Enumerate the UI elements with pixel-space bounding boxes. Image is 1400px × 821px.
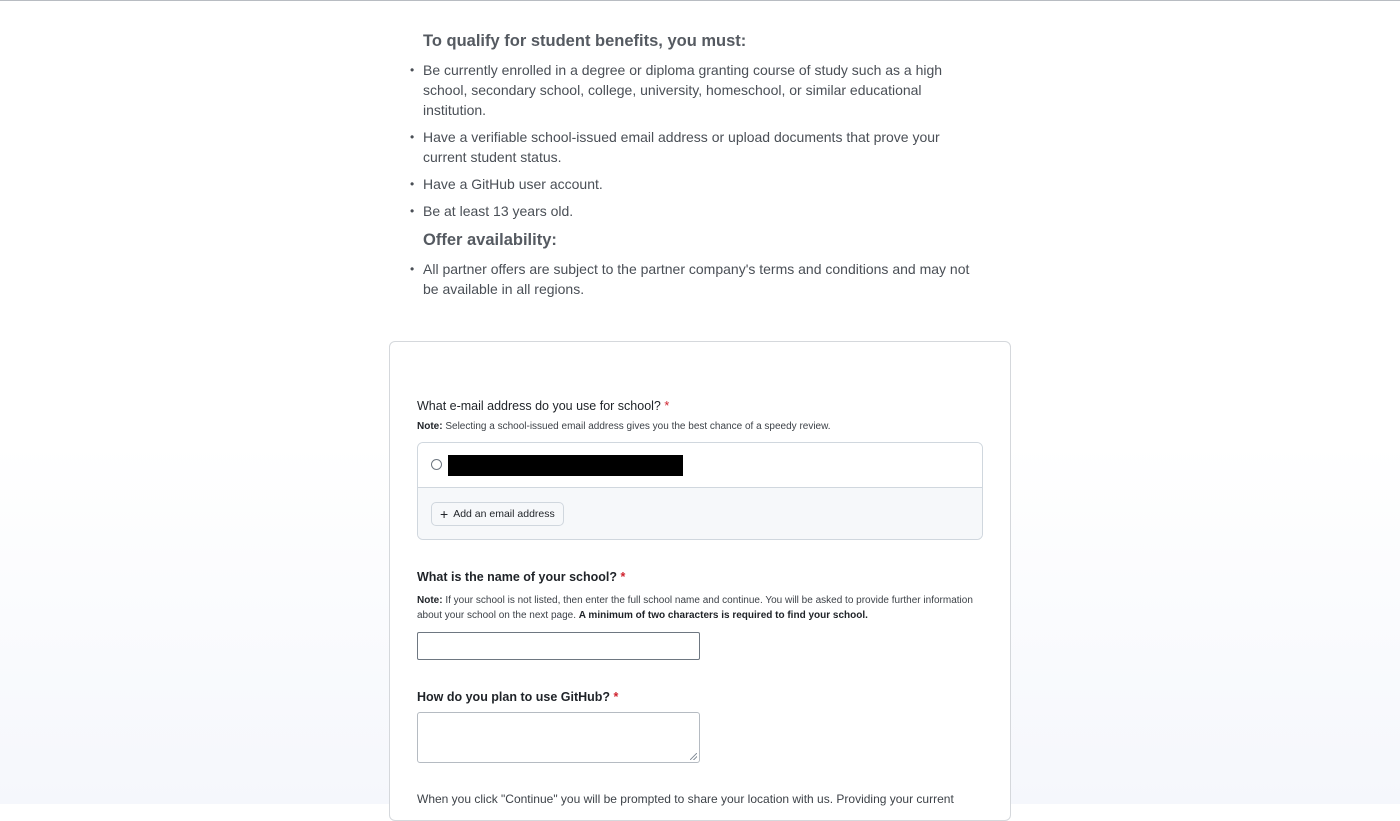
email-radio-button[interactable] (431, 459, 442, 470)
application-form-card (389, 341, 1011, 821)
eligibility-section (410, 32, 985, 306)
use-question-label: How do you plan to use GitHub? * (417, 690, 619, 704)
qualify-heading: To qualify for student benefits, you must: (423, 32, 747, 50)
email-note: Note: Selecting a school-issued email address gives you the best chance of a speedy review. (417, 421, 831, 432)
required-indicator: * (620, 570, 626, 584)
list-item: • Have a GitHub user account. (410, 174, 985, 194)
school-name-input[interactable] (417, 632, 700, 660)
top-divider (0, 0, 1400, 1)
list-item: • Be currently enrolled in a degree or diploma granting course of study such as a high school, secondary school, college, university, homeschool, or similar educational institution. (410, 60, 985, 120)
plus-icon: + (440, 506, 449, 522)
list-item: • Be at least 13 years old. (410, 201, 985, 221)
email-options-box (417, 442, 983, 540)
qualify-list (410, 60, 985, 221)
required-indicator: * (613, 690, 619, 704)
required-indicator: * (664, 399, 670, 413)
school-question-label: What is the name of your school? * (417, 570, 626, 584)
offer-list (410, 259, 985, 299)
add-email-row (418, 488, 982, 540)
list-item: • Have a verifiable school-issued email address or upload documents that prove your current student status. (410, 127, 985, 167)
email-option-row[interactable] (418, 443, 982, 488)
location-notice: When you click "Continue" you will be prompted to share your location with us. Providing your current (417, 792, 954, 806)
github-usage-textarea[interactable] (417, 712, 700, 763)
add-email-button[interactable]: + Add an email address (431, 502, 564, 526)
resize-handle-icon[interactable] (690, 753, 697, 760)
list-item: • All partner offers are subject to the partner company's terms and conditions and may not be available in all regions. (410, 259, 985, 299)
email-question-label: What e-mail address do you use for school? * (417, 399, 670, 413)
redacted-email (448, 455, 683, 476)
offer-heading: Offer availability: (423, 231, 557, 249)
school-note: Note: If your school is not listed, then enter the full school name and continue. You will be asked to provide further information about your school on the next page. A minimum of two characters is required to find your school. (417, 595, 973, 621)
